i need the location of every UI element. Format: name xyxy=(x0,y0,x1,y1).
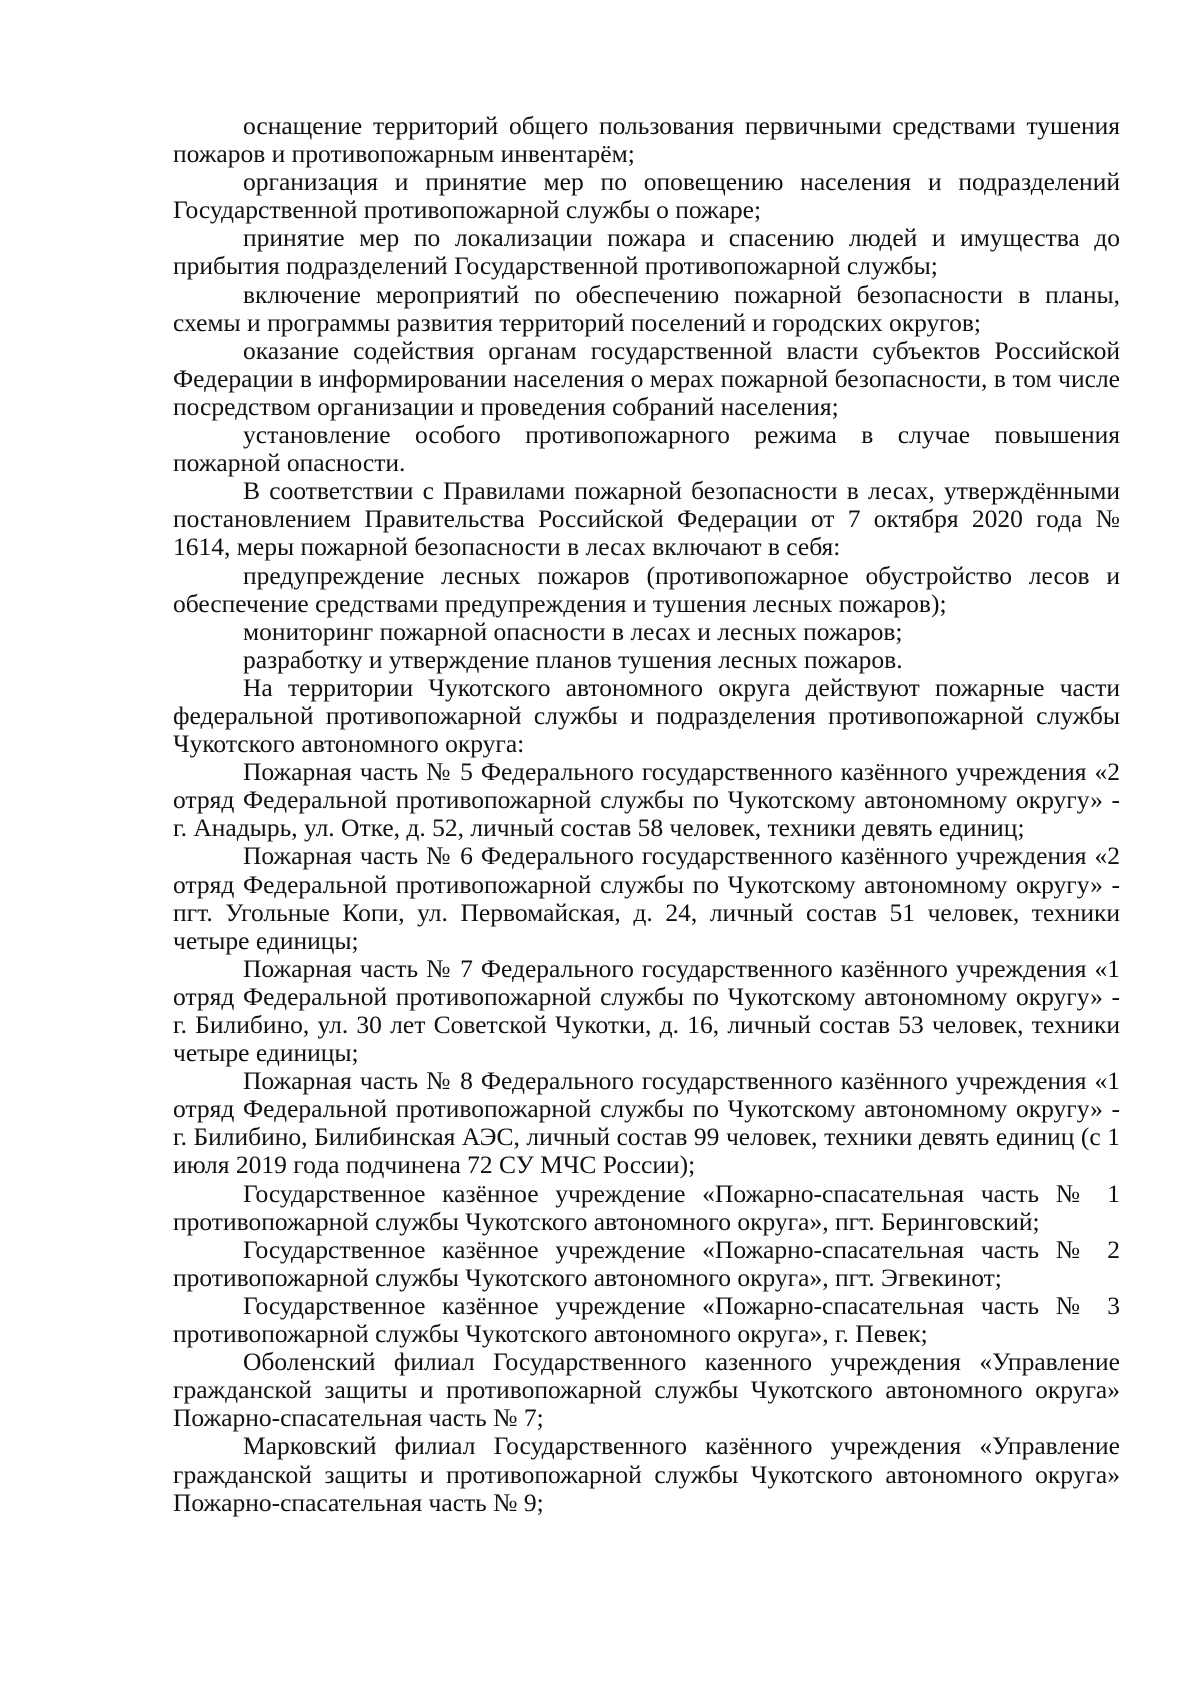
paragraph: оснащение территорий общего пользования первичными средствами тушения пожаров и противопожарным инвентарём; xyxy=(173,111,1120,169)
paragraph: Государственное казённое учреждение «Пожарно-спасательная часть № 2 противопожарной службы Чукотского автономного округа», пгт. Эгвекинот; xyxy=(173,1234,1120,1292)
paragraph: разработку и утверждение планов тушения лесных пожаров. xyxy=(243,644,903,674)
paragraph: мониторинг пожарной опасности в лесах и лесных пожаров; xyxy=(243,616,903,646)
paragraph: Пожарная часть № 7 Федерального государственного казённого учреждения «1 отряд Федеральной противопожарной службы по Чукотскому автономному округу» - г. Билибино, ул. 30 лет Советской Чукотки, д. 16, личный состав 53 человек, техники четыре единицы; xyxy=(173,953,1120,1068)
paragraph: установление особого противопожарного режима в случае повышения пожарной опасности. xyxy=(173,420,1120,478)
paragraph: Государственное казённое учреждение «Пожарно-спасательная часть № 3 противопожарной службы Чукотского автономного округа», г. Певек; xyxy=(173,1290,1120,1349)
paragraph: организация и принятие мер по оповещению населения и подразделений Государственной противопожарной службы о пожаре; xyxy=(173,167,1120,225)
paragraph: Пожарная часть № 5 Федерального государственного казённого учреждения «2 отряд Федеральной противопожарной службы по Чукотскому автономному округу» - г. Анадырь, ул. Отке, д. 52, личный состав 58 человек, техники девять единиц; xyxy=(173,757,1120,843)
document-page xyxy=(173,112,1120,1517)
paragraph: Оболенский филиал Государственного казенного учреждения «Управление гражданской защиты и противопожарной службы Чукотского автономного округа» Пожарно-спасательная часть № 7; xyxy=(173,1347,1120,1433)
paragraph: Пожарная часть № 8 Федерального государственного казённого учреждения «1 отряд Федеральной противопожарной службы по Чукотскому автономному округу» - г. Билибино, Билибинская АЭС, личный состав 99 человек, техники девять единиц (с 1 июля 2019 года подчинена 72 СУ МЧС России); xyxy=(173,1066,1120,1180)
paragraph: предупреждение лесных пожаров (противопожарное обустройство лесов и обеспечение средствами предупреждения и тушения лесных пожаров); xyxy=(173,560,1120,618)
paragraph: Государственное казённое учреждение «Пожарно-спасательная часть № 1 противопожарной службы Чукотского автономного округа», пгт. Беринговский; xyxy=(173,1178,1120,1236)
paragraph: принятие мер по локализации пожара и спасению людей и имущества до прибытия подразделений Государственной противопожарной службы; xyxy=(173,223,1120,281)
paragraph: На территории Чукотского автономного округа действуют пожарные части федеральной противопожарной службы и подразделения противопожарной службы Чукотского автономного округа: xyxy=(173,672,1120,759)
paragraph: В соответствии с Правилами пожарной безопасности в лесах, утверждёнными постановлением Правительства Российской Федерации от 7 октября 2020 года № 1614, меры пожарной безопасности в лесах включают в себя: xyxy=(173,476,1120,562)
paragraph: оказание содействия органам государственной власти субъектов Российской Федерации в информировании населения о мерах пожарной безопасности, в том числе посредством организации и проведения собраний населения; xyxy=(173,335,1120,421)
paragraph: Пожарная часть № 6 Федерального государственного казённого учреждения «2 отряд Федеральной противопожарной службы по Чукотскому автономному округу» - пгт. Угольные Копи, ул. Первомайская, д. 24, личный состав 51 человек, техники четыре единицы; xyxy=(173,841,1120,955)
paragraph: Марковский филиал Государственного казённого учреждения «Управление гражданской защиты и противопожарной службы Чукотского автономного округа» Пожарно-спасательная часть № 9; xyxy=(173,1431,1120,1517)
paragraph: включение мероприятий по обеспечению пожарной безопасности в планы, схемы и программы развития территорий поселений и городских округов; xyxy=(173,279,1120,337)
